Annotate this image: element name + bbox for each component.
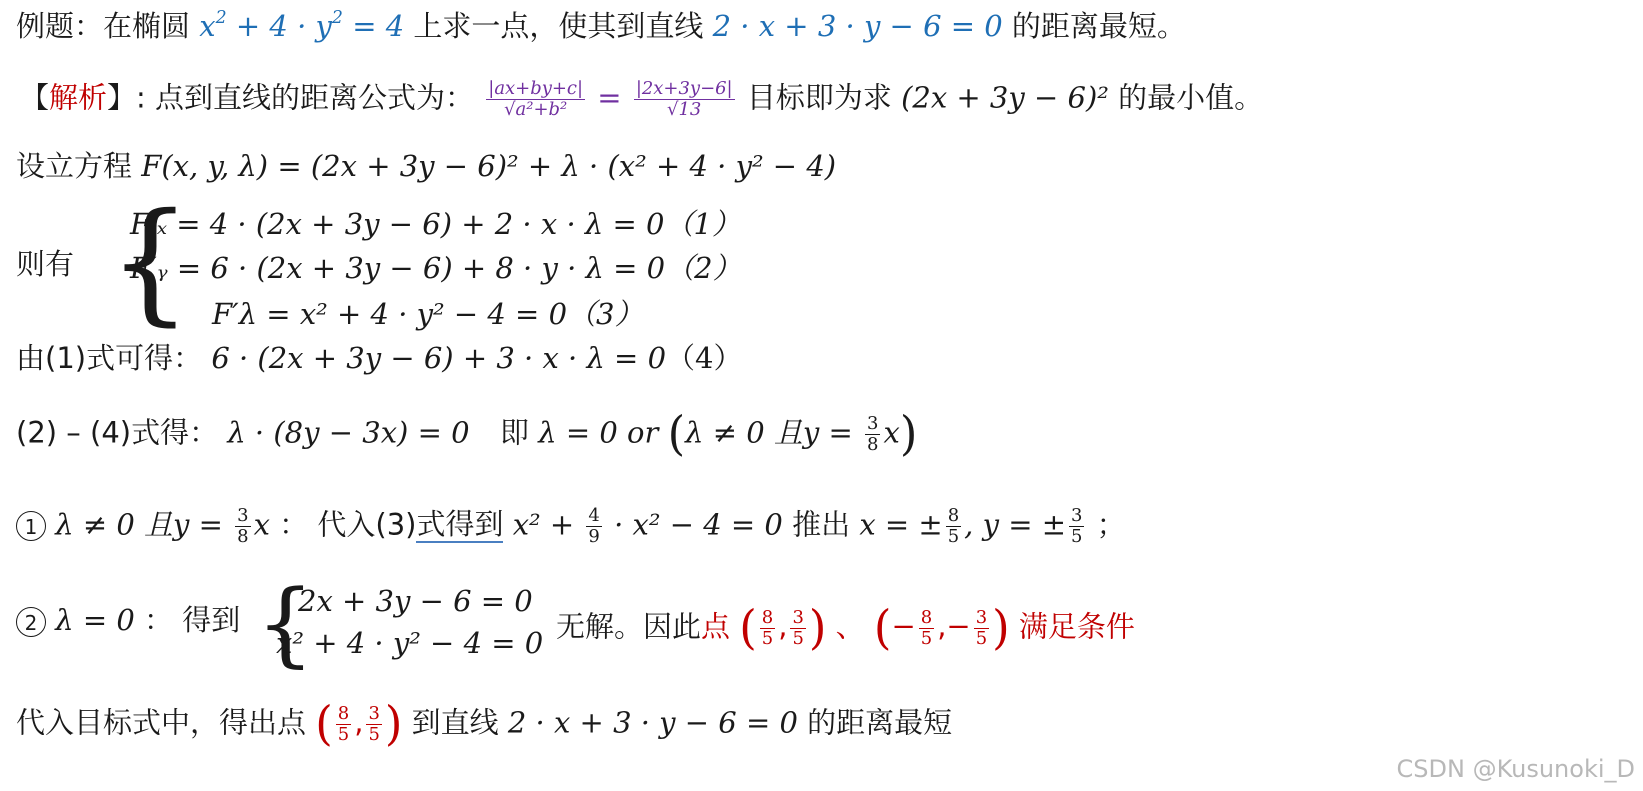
case2-dian: 点 xyxy=(701,609,731,644)
system-eq2 xyxy=(130,246,742,287)
system-brace-icon: { xyxy=(108,185,192,339)
case1-line xyxy=(16,507,1126,546)
frac-den: 5 xyxy=(337,723,350,745)
frac-num: 8 xyxy=(761,607,774,628)
problem-tail: 的距离最短。 xyxy=(1011,9,1186,43)
case1-result-x: x = ± xyxy=(859,507,943,542)
case1-condition: λ ≠ 0 且y = xyxy=(55,507,223,542)
step2-or: or xyxy=(627,415,659,450)
system-eq3 xyxy=(212,292,643,333)
step2-ji: 即 xyxy=(500,415,530,450)
case2-dun: 、 xyxy=(835,609,865,644)
paren-open: ( xyxy=(667,405,686,462)
specific-numerator: |2x+3y−6| xyxy=(635,78,733,99)
step1-tag: （4） xyxy=(666,341,743,375)
frac-num: 3 xyxy=(1071,505,1083,526)
frac-den: 5 xyxy=(975,627,988,649)
point-1: ( $\frac{8}{5}$ , $\frac{3}{5}$ ) xyxy=(739,599,827,656)
eq2-tag: （2） xyxy=(665,251,742,285)
specific-denominator: √13 xyxy=(667,98,702,120)
step1-label: 由(1)式可得： xyxy=(16,341,203,375)
conclusion-text3: 的距离最短 xyxy=(807,705,953,740)
frac-num: 8 xyxy=(947,505,960,526)
analysis-line xyxy=(20,80,1263,119)
case2-sys2: x² + 4 · y² − 4 = 0 xyxy=(276,626,544,660)
point-2: (− $\frac{8}{5}$ ,− $\frac{3}{5}$ ) xyxy=(873,599,1010,656)
problem-label: 例题：在椭圆 xyxy=(16,9,191,43)
formula-denominator: √a²+b² xyxy=(504,98,568,120)
distance-formula-fraction xyxy=(486,80,585,119)
case1-x: x xyxy=(253,507,270,542)
conclusion-text1: 代入目标式中，得出点 xyxy=(16,705,307,740)
problem-mid: 上求一点，使其到直线 xyxy=(413,9,704,43)
case1-colon: ： xyxy=(279,507,309,542)
system-eq1 xyxy=(130,202,741,243)
eq1-text: F′ₓ = 4 · (2x + 3y − 6) + 2 · x · λ = 0 xyxy=(130,207,665,241)
setup-line xyxy=(16,149,837,183)
case1-fraction-3-5 xyxy=(1069,507,1084,546)
conclusion-line xyxy=(16,695,953,752)
case1-eq-b: · x² − 4 = 0 xyxy=(614,507,783,542)
frac-num: 3 xyxy=(975,607,988,628)
analysis-keyword: 解析 xyxy=(49,80,108,115)
case1-result-y: , y = ± xyxy=(964,507,1067,542)
frac-den: 8 xyxy=(237,525,249,547)
frac-num: 3 xyxy=(237,505,249,526)
conclusion-line-eq: 2 · x + 3 · y − 6 = 0 xyxy=(507,705,798,740)
case2-sys1: 2x + 3y − 6 = 0 xyxy=(298,584,533,618)
case1-eq-a: x² + xyxy=(512,507,575,542)
step2-fraction xyxy=(865,415,880,454)
frac-den: 5 xyxy=(920,627,933,649)
frac-den: 5 xyxy=(792,627,804,649)
case1-tuichu: 推出 xyxy=(792,507,851,542)
step2-equation: λ · (8y − 3x) = 0 xyxy=(227,415,470,450)
analysis-text1: : 点到直线的距离公式为： xyxy=(136,80,475,115)
line-equation: 2 · x + 3 · y − 6 = 0 xyxy=(712,9,1003,43)
step1-equation: 6 · (2x + 3y − 6) + 3 · x · λ = 0 xyxy=(211,341,667,375)
eq1-tag: （1） xyxy=(664,207,741,241)
system-label: 则有 xyxy=(16,247,75,281)
bracket-close: 】 xyxy=(107,80,137,115)
frac-den: 5 xyxy=(947,525,960,547)
frac-den: 8 xyxy=(867,433,879,455)
step2-label: (2) – (4)式得： xyxy=(16,415,219,450)
case2-nosolution: 无解。因此 xyxy=(556,609,702,644)
frac-num: 3 xyxy=(368,703,380,724)
case1-text: 代入(3) xyxy=(317,507,417,542)
case1-fraction-8-5 xyxy=(946,507,961,546)
ellipse-equation: $x^2 + 4 \cdot y^2 = 4$ xyxy=(199,7,405,43)
eq3-tag: （3） xyxy=(567,297,644,331)
formula-equals: = xyxy=(597,80,622,115)
case2-condition: λ = 0 xyxy=(55,603,135,637)
case2-brace-icon: { xyxy=(256,570,315,677)
analysis-text2: 目标即为求 xyxy=(746,80,892,115)
lagrange-function: F(x, y, λ) = (2x + 3y − 6)² + λ · (x² + 4 · y² − 4) xyxy=(141,149,837,183)
case1-fraction xyxy=(235,507,250,546)
setup-label: 设立方程 xyxy=(16,149,133,183)
analysis-text3: 的最小值。 xyxy=(1118,80,1264,115)
case1-semicolon: ； xyxy=(1096,507,1126,542)
case2-conclusion xyxy=(556,599,1135,656)
step2-lambda-zero: λ = 0 xyxy=(538,415,618,450)
circled-number-icon: 1 xyxy=(16,511,46,541)
frac-num: 8 xyxy=(337,703,350,724)
specific-distance-fraction xyxy=(634,80,735,119)
bracket-open: 【 xyxy=(20,80,50,115)
eq2-text: F′ᵧ = 6 · (2x + 3y − 6) + 8 · y · λ = 0 xyxy=(130,251,666,285)
case2-colon: ： xyxy=(144,603,174,637)
frac-num: 3 xyxy=(867,413,879,434)
paren-close: ) xyxy=(899,405,918,462)
case2-text: 得到 xyxy=(182,603,241,637)
conclusion-text2: 到直线 xyxy=(411,705,499,740)
eq3-text: F′λ = x² + 4 · y² − 4 = 0 xyxy=(212,297,568,331)
circled-number-icon: 2 xyxy=(16,607,46,637)
frac-num: 3 xyxy=(792,607,804,628)
frac-num: 8 xyxy=(920,607,933,628)
step1-line xyxy=(16,341,743,375)
target-expression: (2x + 3y − 6)² xyxy=(901,80,1109,115)
case1-fraction-4-9 xyxy=(586,507,601,546)
frac-den: 5 xyxy=(761,627,774,649)
frac-den: 9 xyxy=(588,525,600,547)
case2-satisfy: 满足条件 xyxy=(1018,609,1135,644)
step2-line xyxy=(16,405,918,462)
frac-den: 5 xyxy=(1071,525,1083,547)
frac-den: 5 xyxy=(368,723,380,745)
formula-numerator: |ax+by+c| xyxy=(488,78,584,99)
watermark: CSDN @Kusunoki_D xyxy=(1396,755,1635,783)
conclusion-point: ( $\frac{8}{5}$ , $\frac{3}{5}$ ) xyxy=(315,695,403,752)
frac-num: 4 xyxy=(588,505,600,526)
case1-underlined-text: 式得到 xyxy=(416,507,504,542)
problem-statement xyxy=(16,7,1186,43)
step2-condition: λ ≠ 0 且y = xyxy=(685,415,853,450)
step2-x: x xyxy=(883,415,900,450)
case2-line xyxy=(16,603,241,637)
